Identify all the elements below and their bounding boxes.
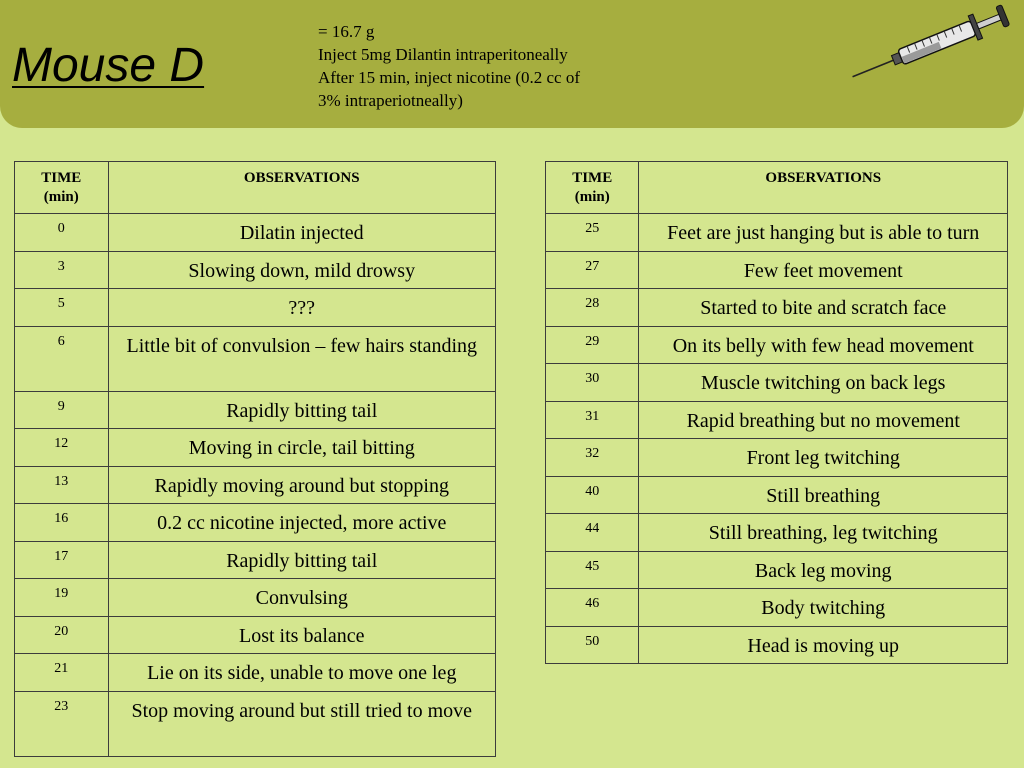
time-cell: 20 bbox=[15, 617, 109, 654]
table-row bbox=[15, 504, 496, 542]
time-cell: 5 bbox=[15, 289, 109, 327]
table-row bbox=[15, 467, 496, 504]
table-row bbox=[15, 392, 496, 429]
note-line: Inject 5mg Dilantin intraperitoneally bbox=[318, 45, 568, 64]
note-line: 3% intraperiotneally) bbox=[318, 91, 463, 110]
table-row bbox=[15, 289, 496, 327]
table-row bbox=[546, 627, 1008, 664]
observation-cell: On its belly with few head movement bbox=[639, 327, 1008, 364]
observations-column-header: OBSERVATIONS bbox=[108, 162, 496, 214]
observations-table-right bbox=[545, 161, 1008, 664]
header-banner bbox=[0, 0, 1024, 128]
time-cell: 25 bbox=[546, 214, 639, 252]
time-cell: 50 bbox=[546, 627, 639, 664]
time-cell: 32 bbox=[546, 439, 639, 477]
table-row bbox=[546, 514, 1008, 552]
table-row bbox=[546, 402, 1008, 439]
table-row bbox=[15, 542, 496, 579]
time-cell: 30 bbox=[546, 364, 639, 402]
time-cell: 27 bbox=[546, 252, 639, 289]
time-cell: 23 bbox=[15, 692, 109, 757]
observation-cell: Rapidly bitting tail bbox=[108, 542, 496, 579]
observation-cell: Head is moving up bbox=[639, 627, 1008, 664]
time-cell: 44 bbox=[546, 514, 639, 552]
observation-cell: Lie on its side, unable to move one leg bbox=[108, 654, 496, 692]
table-row bbox=[546, 477, 1008, 514]
time-cell: 45 bbox=[546, 552, 639, 589]
table-row bbox=[546, 327, 1008, 364]
time-cell: 28 bbox=[546, 289, 639, 327]
syringe-icon bbox=[852, 2, 1020, 84]
time-column-header: TIME (min) bbox=[546, 162, 639, 214]
table-row bbox=[546, 552, 1008, 589]
observation-cell: Feet are just hanging but is able to turn bbox=[639, 214, 1008, 252]
table-row bbox=[546, 364, 1008, 402]
observation-cell: Lost its balance bbox=[108, 617, 496, 654]
table-row bbox=[15, 654, 496, 692]
observation-cell: Started to bite and scratch face bbox=[639, 289, 1008, 327]
observation-cell: Little bit of convulsion – few hairs standing bbox=[108, 327, 496, 392]
table-row bbox=[546, 439, 1008, 477]
observation-cell: Muscle twitching on back legs bbox=[639, 364, 1008, 402]
page-title: Mouse D bbox=[12, 39, 205, 92]
observation-cell: Rapid breathing but no movement bbox=[639, 402, 1008, 439]
observation-cell: Still breathing, leg twitching bbox=[639, 514, 1008, 552]
procedure-notes bbox=[318, 20, 648, 112]
note-line: = 16.7 g bbox=[318, 22, 375, 41]
time-cell: 19 bbox=[15, 579, 109, 617]
table-row bbox=[546, 252, 1008, 289]
observation-cell: Rapidly moving around but stopping bbox=[108, 467, 496, 504]
observations-table-left bbox=[14, 161, 496, 757]
table-header-row bbox=[546, 162, 1008, 214]
observations-column-header: OBSERVATIONS bbox=[639, 162, 1008, 214]
table-row bbox=[15, 252, 496, 289]
table-row bbox=[15, 327, 496, 392]
table-row bbox=[546, 589, 1008, 627]
observation-cell: Front leg twitching bbox=[639, 439, 1008, 477]
observation-cell: ??? bbox=[108, 289, 496, 327]
table-row bbox=[546, 214, 1008, 252]
table-row bbox=[15, 579, 496, 617]
time-column-header: TIME (min) bbox=[15, 162, 109, 214]
table-row bbox=[15, 214, 496, 252]
time-cell: 21 bbox=[15, 654, 109, 692]
table-row bbox=[15, 429, 496, 467]
time-cell: 12 bbox=[15, 429, 109, 467]
time-cell: 16 bbox=[15, 504, 109, 542]
note-line: After 15 min, inject nicotine (0.2 cc of bbox=[318, 68, 580, 87]
time-cell: 6 bbox=[15, 327, 109, 392]
table-row bbox=[15, 692, 496, 757]
table-row bbox=[15, 617, 496, 654]
time-cell: 31 bbox=[546, 402, 639, 439]
time-cell: 40 bbox=[546, 477, 639, 514]
observation-cell: Back leg moving bbox=[639, 552, 1008, 589]
observation-cell: Slowing down, mild drowsy bbox=[108, 252, 496, 289]
observation-cell: Rapidly bitting tail bbox=[108, 392, 496, 429]
observation-cell: Convulsing bbox=[108, 579, 496, 617]
time-cell: 17 bbox=[15, 542, 109, 579]
table-header-row bbox=[15, 162, 496, 214]
time-cell: 29 bbox=[546, 327, 639, 364]
observation-cell: Still breathing bbox=[639, 477, 1008, 514]
time-cell: 3 bbox=[15, 252, 109, 289]
observation-cell: Moving in circle, tail bitting bbox=[108, 429, 496, 467]
observation-cell: Dilatin injected bbox=[108, 214, 496, 252]
time-cell: 46 bbox=[546, 589, 639, 627]
observation-cell: Body twitching bbox=[639, 589, 1008, 627]
time-cell: 0 bbox=[15, 214, 109, 252]
time-cell: 13 bbox=[15, 467, 109, 504]
observation-cell: 0.2 cc nicotine injected, more active bbox=[108, 504, 496, 542]
table-row bbox=[546, 289, 1008, 327]
time-cell: 9 bbox=[15, 392, 109, 429]
observation-cell: Stop moving around but still tried to move bbox=[108, 692, 496, 757]
observation-cell: Few feet movement bbox=[639, 252, 1008, 289]
